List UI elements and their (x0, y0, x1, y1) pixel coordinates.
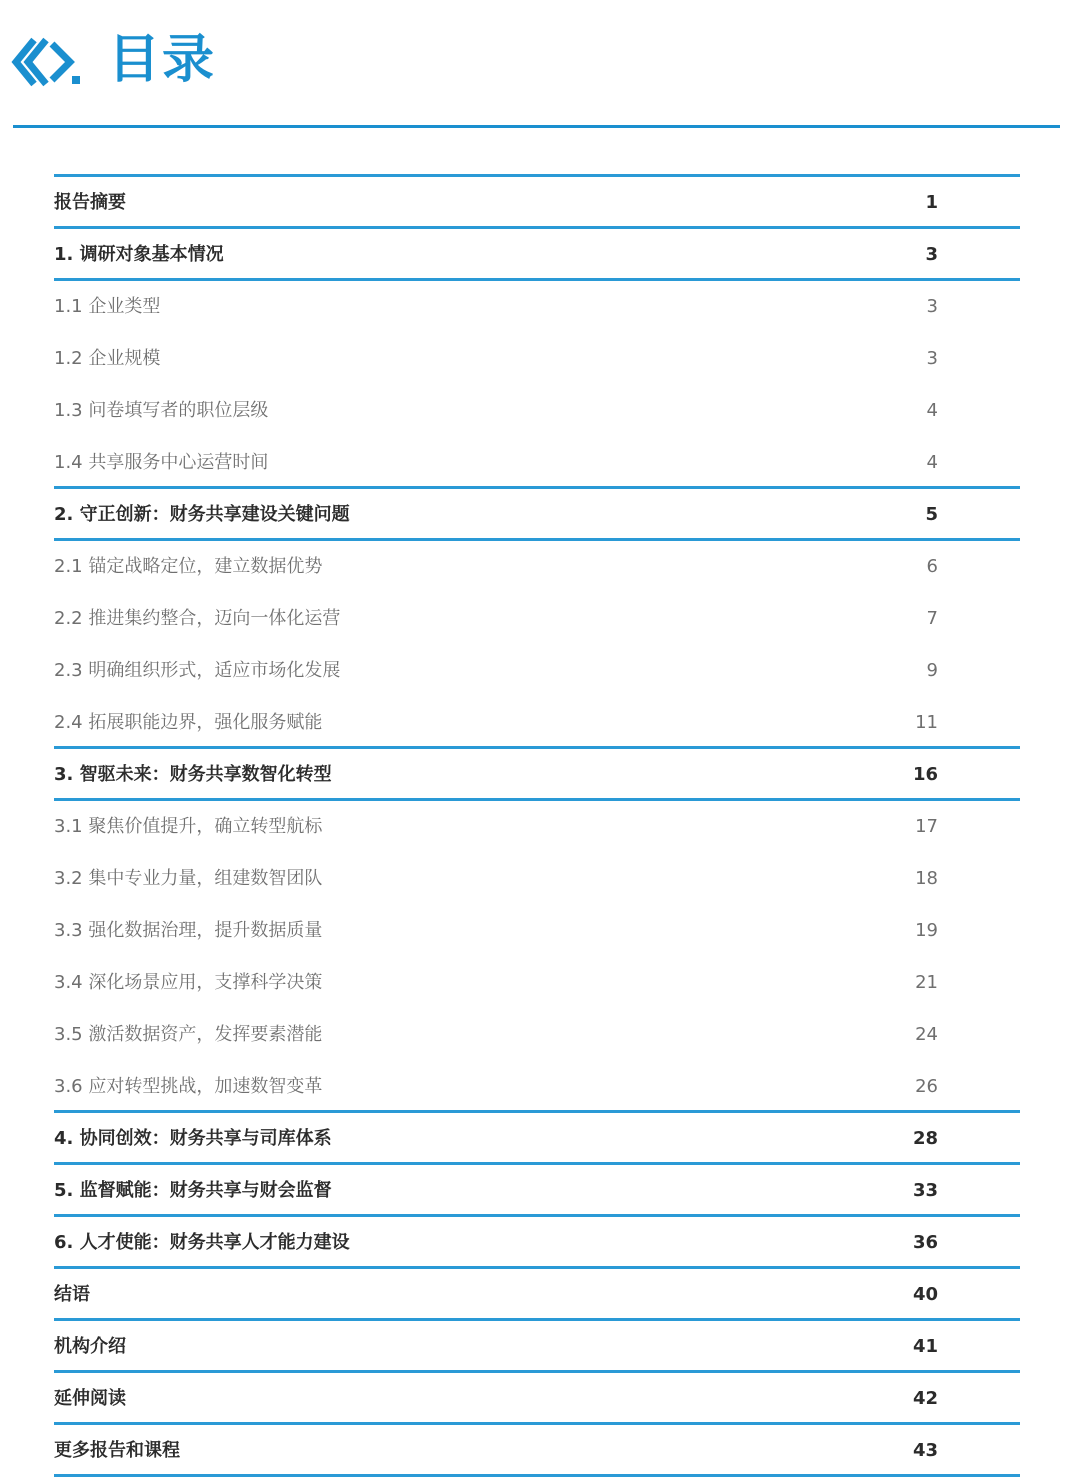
toc-entry-title: 3.1 聚焦价值提升，确立转型航标 (54, 816, 323, 837)
toc-entry[interactable] (54, 281, 1020, 333)
toc-entry-page-number: 6 (926, 556, 938, 577)
toc-entry-page-number: 40 (912, 1284, 938, 1305)
toc-entry[interactable] (54, 905, 1020, 957)
toc-entry-page-number: 28 (912, 1128, 938, 1149)
toc-entry-title: 3. 智驱未来：财务共享数智化转型 (54, 764, 332, 785)
toc-entry[interactable] (54, 333, 1020, 385)
header-divider (13, 125, 1060, 128)
toc-entry[interactable] (54, 1061, 1020, 1113)
toc-entry-title: 1. 调研对象基本情况 (54, 244, 224, 265)
toc-entry-title: 延伸阅读 (54, 1388, 126, 1409)
toc-entry[interactable] (54, 749, 1020, 801)
toc-entry-page-number: 42 (912, 1388, 938, 1409)
toc-entry-page-number: 26 (915, 1076, 938, 1097)
header (0, 0, 1080, 130)
toc-entry-page-number: 4 (926, 452, 938, 473)
toc-entry-title: 1.4 共享服务中心运营时间 (54, 452, 269, 473)
toc-entry[interactable] (54, 1113, 1020, 1165)
toc-entry[interactable] (54, 801, 1020, 853)
toc-entry-page-number: 41 (912, 1336, 938, 1357)
toc-entry-page-number: 3 (925, 244, 938, 265)
table-of-contents (54, 174, 1020, 1477)
toc-entry[interactable] (54, 1425, 1020, 1477)
toc-entry-title: 报告摘要 (54, 192, 126, 213)
toc-entry-page-number: 24 (915, 1024, 938, 1045)
toc-entry[interactable] (54, 1269, 1020, 1321)
toc-entry[interactable] (54, 385, 1020, 437)
diamond-chevron-logo-icon (10, 34, 84, 90)
toc-entry-title: 2.4 拓展职能边界，强化服务赋能 (54, 712, 323, 733)
toc-entry[interactable] (54, 853, 1020, 905)
toc-entry-title: 3.3 强化数据治理，提升数据质量 (54, 920, 323, 941)
toc-entry[interactable] (54, 1373, 1020, 1425)
toc-entry-page-number: 21 (915, 972, 938, 993)
toc-entry-title: 结语 (54, 1284, 90, 1305)
toc-entry-title: 1.3 问卷填写者的职位层级 (54, 400, 269, 421)
toc-entry-page-number: 7 (926, 608, 938, 629)
toc-entry-title: 1.1 企业类型 (54, 296, 161, 317)
toc-entry-page-number: 1 (925, 192, 938, 213)
toc-entry-title: 6. 人才使能：财务共享人才能力建设 (54, 1232, 350, 1253)
toc-entry[interactable] (54, 1217, 1020, 1269)
toc-entry-page-number: 11 (915, 712, 938, 733)
toc-entry-page-number: 43 (912, 1440, 938, 1461)
toc-entry[interactable] (54, 229, 1020, 281)
toc-entry-title: 3.6 应对转型挑战，加速数智变革 (54, 1076, 323, 1097)
toc-entry-page-number: 16 (912, 764, 938, 785)
toc-entry-title: 2.2 推进集约整合，迈向一体化运营 (54, 608, 341, 629)
toc-entry-title: 3.5 激活数据资产，发挥要素潜能 (54, 1024, 323, 1045)
toc-entry-title: 1.2 企业规模 (54, 348, 161, 369)
toc-entry-title: 更多报告和课程 (54, 1440, 180, 1461)
toc-entry[interactable] (54, 593, 1020, 645)
toc-entry-title: 4. 协同创效：财务共享与司库体系 (54, 1128, 332, 1149)
toc-entry-title: 2. 守正创新：财务共享建设关键问题 (54, 504, 350, 525)
toc-entry-title: 5. 监督赋能：财务共享与财会监督 (54, 1180, 332, 1201)
toc-entry-page-number: 4 (926, 400, 938, 421)
toc-entry[interactable] (54, 1321, 1020, 1373)
page-title: 目录 (108, 30, 217, 90)
toc-entry-page-number: 3 (926, 348, 938, 369)
toc-entry-page-number: 19 (915, 920, 938, 941)
toc-entry-title: 2.1 锚定战略定位，建立数据优势 (54, 556, 323, 577)
toc-entry[interactable] (54, 645, 1020, 697)
toc-entry[interactable] (54, 957, 1020, 1009)
toc-entry-title: 机构介绍 (54, 1336, 126, 1357)
toc-entry[interactable] (54, 489, 1020, 541)
toc-entry-title: 3.4 深化场景应用，支撑科学决策 (54, 972, 323, 993)
toc-entry[interactable] (54, 1009, 1020, 1061)
toc-entry-page-number: 33 (912, 1180, 938, 1201)
toc-entry-page-number: 17 (915, 816, 938, 837)
toc-entry-page-number: 9 (926, 660, 938, 681)
toc-entry-page-number: 18 (915, 868, 938, 889)
toc-entry[interactable] (54, 437, 1020, 489)
toc-entry-title: 3.2 集中专业力量，组建数智团队 (54, 868, 323, 889)
toc-entry[interactable] (54, 1165, 1020, 1217)
toc-entry-page-number: 5 (925, 504, 938, 525)
toc-entry-page-number: 3 (926, 296, 938, 317)
toc-entry[interactable] (54, 541, 1020, 593)
toc-entry[interactable] (54, 697, 1020, 749)
toc-entry[interactable] (54, 177, 1020, 229)
toc-entry-title: 2.3 明确组织形式，适应市场化发展 (54, 660, 341, 681)
toc-entry-page-number: 36 (912, 1232, 938, 1253)
